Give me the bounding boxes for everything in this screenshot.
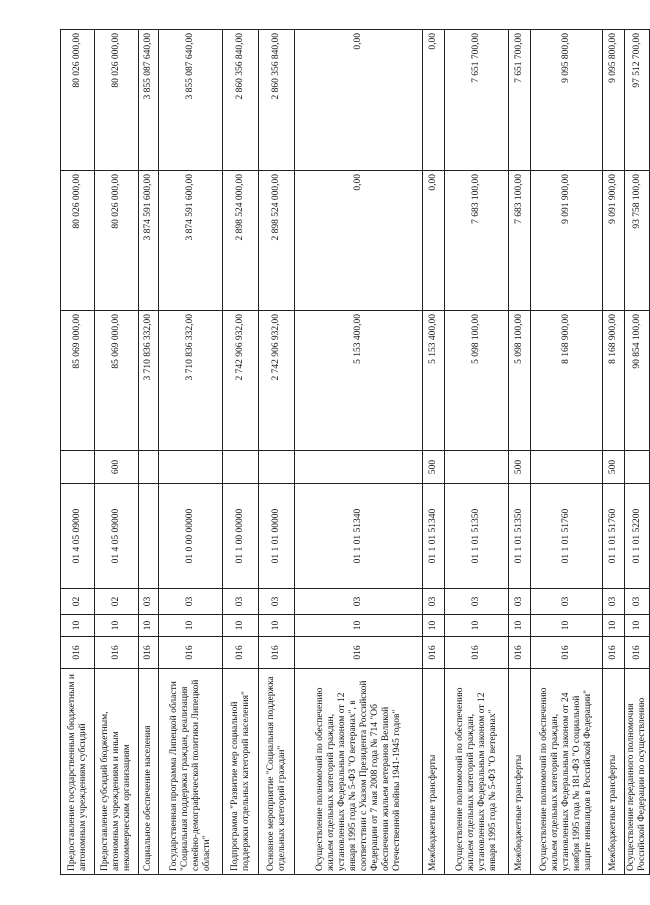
subsection-code-cell: 03 bbox=[531, 589, 603, 615]
subsection-code-cell: 02 bbox=[95, 589, 139, 615]
section-code-cell: 10 bbox=[95, 615, 139, 637]
amount-year3-cell: 97 512 700,00 bbox=[625, 30, 650, 171]
section-code-cell: 10 bbox=[445, 615, 509, 637]
expense-type-cell: 500 bbox=[603, 451, 625, 484]
amount-year1-cell: 85 069 000,00 bbox=[61, 311, 95, 451]
row-name-cell: Подпрограмма "Развитие мер социальной поддержки отдельных категорий населения" bbox=[223, 669, 259, 875]
section-code-cell: 10 bbox=[531, 615, 603, 637]
expense-type-cell bbox=[139, 451, 159, 484]
grbs-code-cell: 016 bbox=[603, 637, 625, 669]
amount-year1-cell: 8 168 900,00 bbox=[531, 311, 603, 451]
grbs-code-cell: 016 bbox=[509, 637, 531, 669]
table-row bbox=[603, 30, 625, 875]
table-row bbox=[159, 30, 223, 875]
table-row bbox=[445, 30, 509, 875]
row-name-cell: Осуществление полномочий по обеспечению жильем отдельных категорий граждан, установленных Федеральным законом от 12 января 1995 года № 5-ФЗ "О ветеранах", в соответствии с Указом Президента Российской Федерации от 7 мая 2008 года № 714 "Об обеспечении жильем ветеранов Великой Отечественной войны 1941-1945 годов" bbox=[295, 669, 423, 875]
row-name-cell: Межбюджетные трансферты bbox=[509, 669, 531, 875]
amount-year3-cell: 2 860 356 840,00 bbox=[223, 30, 259, 171]
grbs-code-cell: 016 bbox=[423, 637, 445, 669]
amount-year1-cell: 2 742 906 932,00 bbox=[223, 311, 259, 451]
row-name-cell: Осуществление полномочий по обеспечению жильем отдельных категорий граждан, установленных Федеральным законом от 24 ноября 1995 года № 181-ФЗ "О социальной защите инвалидов в Российской Федерации" bbox=[531, 669, 603, 875]
subsection-code-cell: 03 bbox=[625, 589, 650, 615]
table-row bbox=[223, 30, 259, 875]
grbs-code-cell: 016 bbox=[223, 637, 259, 669]
amount-year2-cell: 80 026 000,00 bbox=[61, 171, 95, 311]
section-code-cell: 10 bbox=[295, 615, 423, 637]
subsection-code-cell: 03 bbox=[139, 589, 159, 615]
subsection-code-cell: 03 bbox=[445, 589, 509, 615]
section-code-cell: 10 bbox=[603, 615, 625, 637]
subsection-code-cell: 02 bbox=[61, 589, 95, 615]
expense-type-cell bbox=[223, 451, 259, 484]
target-article-cell bbox=[139, 484, 159, 589]
section-code-cell: 10 bbox=[223, 615, 259, 637]
table-row bbox=[509, 30, 531, 875]
target-article-cell: 01 1 01 51340 bbox=[423, 484, 445, 589]
row-name-cell: Социальное обеспечение населения bbox=[139, 669, 159, 875]
budget-table bbox=[60, 29, 650, 875]
subsection-code-cell: 03 bbox=[159, 589, 223, 615]
target-article-cell: 01 1 01 51350 bbox=[509, 484, 531, 589]
amount-year2-cell: 9 091 900,00 bbox=[603, 171, 625, 311]
row-name-cell: Предоставление субсидий бюджетным, автономным учреждениям и иным некоммерческим организациям bbox=[95, 669, 139, 875]
expense-type-cell: 600 bbox=[95, 451, 139, 484]
target-article-cell: 01 1 01 51760 bbox=[603, 484, 625, 589]
amount-year3-cell: 9 095 800,00 bbox=[531, 30, 603, 171]
table-row bbox=[531, 30, 603, 875]
amount-year1-cell: 5 153 400,00 bbox=[295, 311, 423, 451]
amount-year2-cell: 7 683 100,00 bbox=[509, 171, 531, 311]
grbs-code-cell: 016 bbox=[95, 637, 139, 669]
grbs-code-cell: 016 bbox=[625, 637, 650, 669]
row-name-cell: Межбюджетные трансферты bbox=[423, 669, 445, 875]
amount-year1-cell: 3 710 836 332,00 bbox=[139, 311, 159, 451]
target-article-cell: 01 1 01 51340 bbox=[295, 484, 423, 589]
row-name-cell: Межбюджетные трансферты bbox=[603, 669, 625, 875]
target-article-cell: 01 1 01 00000 bbox=[259, 484, 295, 589]
grbs-code-cell: 016 bbox=[531, 637, 603, 669]
grbs-code-cell: 016 bbox=[445, 637, 509, 669]
row-name-cell: Предоставление государственным бюджетным и автономным учреждениям субсидий bbox=[61, 669, 95, 875]
amount-year2-cell: 0,00 bbox=[295, 171, 423, 311]
target-article-cell: 01 4 05 09000 bbox=[95, 484, 139, 589]
rotated-table-container bbox=[60, 30, 647, 875]
subsection-code-cell: 03 bbox=[259, 589, 295, 615]
table-row bbox=[625, 30, 650, 875]
expense-type-cell bbox=[159, 451, 223, 484]
target-article-cell: 01 1 01 51760 bbox=[531, 484, 603, 589]
amount-year2-cell: 3 874 591 600,00 bbox=[159, 171, 223, 311]
amount-year3-cell: 80 026 000,00 bbox=[95, 30, 139, 171]
section-code-cell: 10 bbox=[625, 615, 650, 637]
amount-year3-cell: 0,00 bbox=[423, 30, 445, 171]
subsection-code-cell: 03 bbox=[295, 589, 423, 615]
amount-year2-cell: 2 898 524 000,00 bbox=[259, 171, 295, 311]
amount-year1-cell: 8 168 900,00 bbox=[603, 311, 625, 451]
target-article-cell: 01 1 01 51350 bbox=[445, 484, 509, 589]
grbs-code-cell: 016 bbox=[61, 637, 95, 669]
subsection-code-cell: 03 bbox=[223, 589, 259, 615]
grbs-code-cell: 016 bbox=[159, 637, 223, 669]
amount-year1-cell: 2 742 906 932,00 bbox=[259, 311, 295, 451]
table-row bbox=[61, 30, 95, 875]
table-row bbox=[139, 30, 159, 875]
subsection-code-cell: 03 bbox=[509, 589, 531, 615]
expense-type-cell: 500 bbox=[423, 451, 445, 484]
section-code-cell: 10 bbox=[509, 615, 531, 637]
target-article-cell: 01 1 01 52200 bbox=[625, 484, 650, 589]
amount-year1-cell: 5 153 400,00 bbox=[423, 311, 445, 451]
amount-year2-cell: 93 758 100,00 bbox=[625, 171, 650, 311]
amount-year3-cell: 3 855 087 640,00 bbox=[139, 30, 159, 171]
expense-type-cell bbox=[625, 451, 650, 484]
table-body bbox=[61, 30, 650, 875]
amount-year3-cell: 0,00 bbox=[295, 30, 423, 171]
grbs-code-cell: 016 bbox=[139, 637, 159, 669]
amount-year1-cell: 3 710 836 332,00 bbox=[159, 311, 223, 451]
table-row bbox=[95, 30, 139, 875]
table-row bbox=[423, 30, 445, 875]
expense-type-cell bbox=[61, 451, 95, 484]
amount-year3-cell: 9 095 800,00 bbox=[603, 30, 625, 171]
amount-year1-cell: 90 854 100,00 bbox=[625, 311, 650, 451]
amount-year2-cell: 7 683 100,00 bbox=[445, 171, 509, 311]
subsection-code-cell: 03 bbox=[423, 589, 445, 615]
amount-year3-cell: 3 855 087 640,00 bbox=[159, 30, 223, 171]
section-code-cell: 10 bbox=[139, 615, 159, 637]
grbs-code-cell: 016 bbox=[295, 637, 423, 669]
amount-year1-cell: 5 098 100,00 bbox=[509, 311, 531, 451]
subsection-code-cell: 03 bbox=[603, 589, 625, 615]
section-code-cell: 10 bbox=[423, 615, 445, 637]
amount-year3-cell: 80 026 000,00 bbox=[61, 30, 95, 171]
amount-year2-cell: 0,00 bbox=[423, 171, 445, 311]
amount-year2-cell: 3 874 591 600,00 bbox=[139, 171, 159, 311]
target-article-cell: 01 0 00 00000 bbox=[159, 484, 223, 589]
table-row bbox=[295, 30, 423, 875]
section-code-cell: 10 bbox=[259, 615, 295, 637]
row-name-cell: Государственная программа Липецкой области "Социальная поддержка граждан, реализация семейно-демографической политики Липецкой области" bbox=[159, 669, 223, 875]
amount-year2-cell: 2 898 524 000,00 bbox=[223, 171, 259, 311]
expense-type-cell bbox=[445, 451, 509, 484]
amount-year1-cell: 85 069 000,00 bbox=[95, 311, 139, 451]
expense-type-cell: 500 bbox=[509, 451, 531, 484]
expense-type-cell bbox=[259, 451, 295, 484]
section-code-cell: 10 bbox=[159, 615, 223, 637]
amount-year3-cell: 2 860 356 840,00 bbox=[259, 30, 295, 171]
amount-year2-cell: 9 091 900,00 bbox=[531, 171, 603, 311]
row-name-cell: Основное мероприятие "Социальная поддержка отдельных категорий граждан" bbox=[259, 669, 295, 875]
amount-year1-cell: 5 098 100,00 bbox=[445, 311, 509, 451]
amount-year3-cell: 7 651 700,00 bbox=[445, 30, 509, 171]
grbs-code-cell: 016 bbox=[259, 637, 295, 669]
row-name-cell: Осуществление переданного полномочия Российской Федерации по осуществлению bbox=[625, 669, 650, 875]
expense-type-cell bbox=[531, 451, 603, 484]
table-row bbox=[259, 30, 295, 875]
section-code-cell: 10 bbox=[61, 615, 95, 637]
target-article-cell: 01 4 05 09000 bbox=[61, 484, 95, 589]
target-article-cell: 01 1 00 00000 bbox=[223, 484, 259, 589]
amount-year2-cell: 80 026 000,00 bbox=[95, 171, 139, 311]
row-name-cell: Осуществление полномочий по обеспечению жильем отдельных категорий граждан, установленных Федеральным законом от 12 января 1995 года № 5-ФЗ "О ветеранах" bbox=[445, 669, 509, 875]
expense-type-cell bbox=[295, 451, 423, 484]
amount-year3-cell: 7 651 700,00 bbox=[509, 30, 531, 171]
